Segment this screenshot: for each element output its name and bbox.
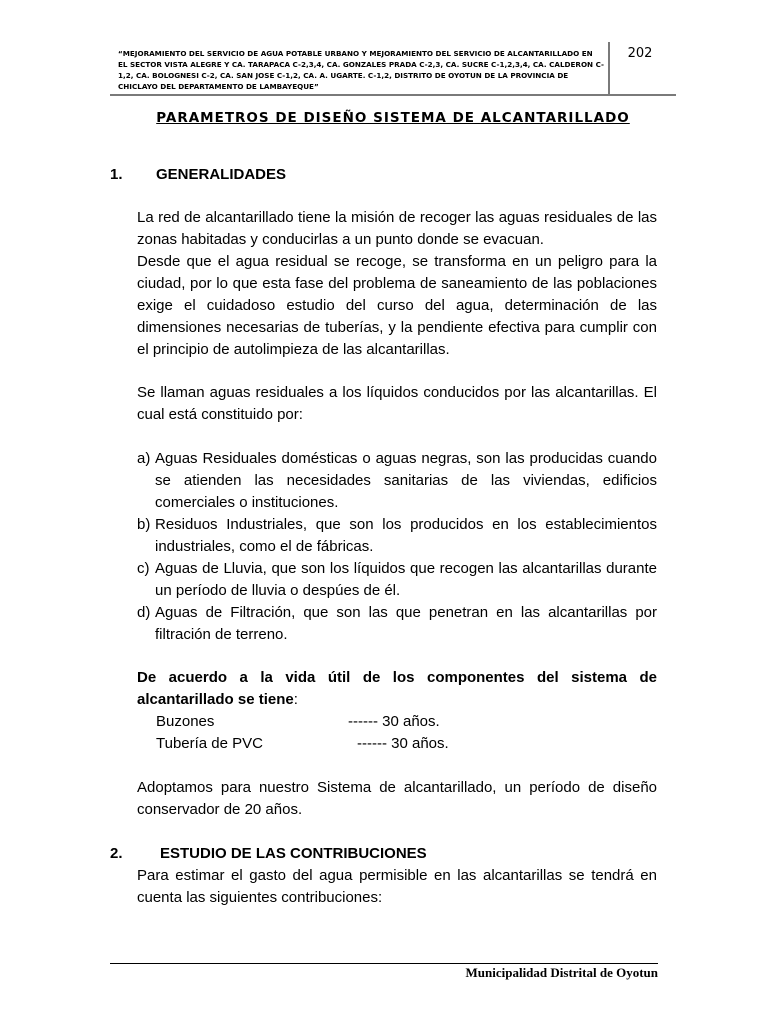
paragraph-danger: Desde que el agua residual se recoge, se transforma en un peligro para la ciudad, por lo que esta fase del problema de saneamiento de las poblaciones exige el cuidadoso estudio del curso del agua, determinación de las dimensiones necesarias de tuberías, y la pendiente efectiva para cumplir con el principio de autolimpieza de las alcantarillas. [137, 253, 657, 358]
component-lifespan: ------ 30 años. [357, 735, 449, 752]
lifespan-colon: : [293, 691, 298, 708]
footer-text: Municipalidad Distrital de Oyotun [465, 965, 658, 980]
page-header [110, 42, 676, 96]
section-number: 2. [110, 845, 123, 862]
project-title: “MEJORAMIENTO DEL SERVICIO DE AGUA POTABLE URBANO Y MEJORAMIENTO DEL SERVICIO DE ALCANTARILLADO EN EL SECTOR VISTA ALEGRE Y CA. TARAPACA C-2,3,4, CA. GONZALES PRADA C-2,3, CA. SUCRE C-1,2,3,4, CA. CALDERON C-1,2, CA. BOLOGNESI C-2, CA. SAN JOSE C-1,2, CA. A. UGARTE. C-1,2, DISTRITO DE OYOTUN DE LA PROVINCIA DE CHICLAYO DEL DEPARTAMENTO DE LAMBAYEQUE” [118, 49, 604, 91]
list-item [137, 558, 657, 602]
header-divider [608, 42, 610, 94]
section-number: 1. [110, 166, 123, 183]
list-marker: a) [137, 450, 151, 467]
document-title: PARAMETROS DE DISEÑO SISTEMA DE ALCANTARILLADO [156, 110, 630, 126]
list-item-text: Aguas Residuales domésticas o aguas negras, son las producidas cuando se atienden las necesidades sanitarias de las viviendas, edificios comerciales o instituciones. [155, 450, 657, 511]
paragraph-definition: Se llaman aguas residuales a los líquidos conducidos por las alcantarillas. El cual está constituido por: [137, 384, 657, 423]
list-marker: c) [137, 560, 150, 577]
list-item [137, 448, 657, 514]
list-marker: b) [137, 516, 151, 533]
paragraph-contributions: Para estimar el gasto del agua permisible en las alcantarillas se tendrá en cuenta las siguientes contribuciones: [137, 867, 657, 906]
section-title: ESTUDIO DE LAS CONTRIBUCIONES [160, 845, 427, 862]
list-item-text: Aguas de Lluvia, que son los líquidos que recogen las alcantarillas durante un período de lluvia o despúes de él. [155, 560, 657, 599]
paragraph-design-period: Adoptamos para nuestro Sistema de alcantarillado, un período de diseño conservador de 20 años. [137, 779, 657, 818]
component-name: Tubería de PVC [156, 735, 263, 752]
paragraph-intro: La red de alcantarillado tiene la misión de recoger las aguas residuales de las zonas habitadas y conducirlas a un punto donde se evacuan. [137, 209, 657, 248]
lifespan-intro-text: De acuerdo a la vida útil de los componentes del sistema de alcantarillado se tiene [137, 669, 657, 708]
wastewater-types-list [137, 448, 657, 646]
list-item [137, 602, 657, 646]
list-item [137, 514, 657, 558]
component-lifespan: ------ 30 años. [348, 713, 440, 730]
list-marker: d) [137, 604, 151, 621]
page-number: 202 [627, 46, 653, 61]
footer-rule [110, 963, 658, 964]
list-item-text: Residuos Industriales, que son los producidos en los establecimientos industriales, como el de fábricas. [155, 516, 657, 555]
component-name: Buzones [156, 713, 215, 730]
list-item-text: Aguas de Filtración, que son las que penetran en las alcantarillas por filtración de terreno. [155, 604, 657, 643]
lifespan-intro [137, 667, 657, 711]
section-title: GENERALIDADES [156, 166, 287, 183]
